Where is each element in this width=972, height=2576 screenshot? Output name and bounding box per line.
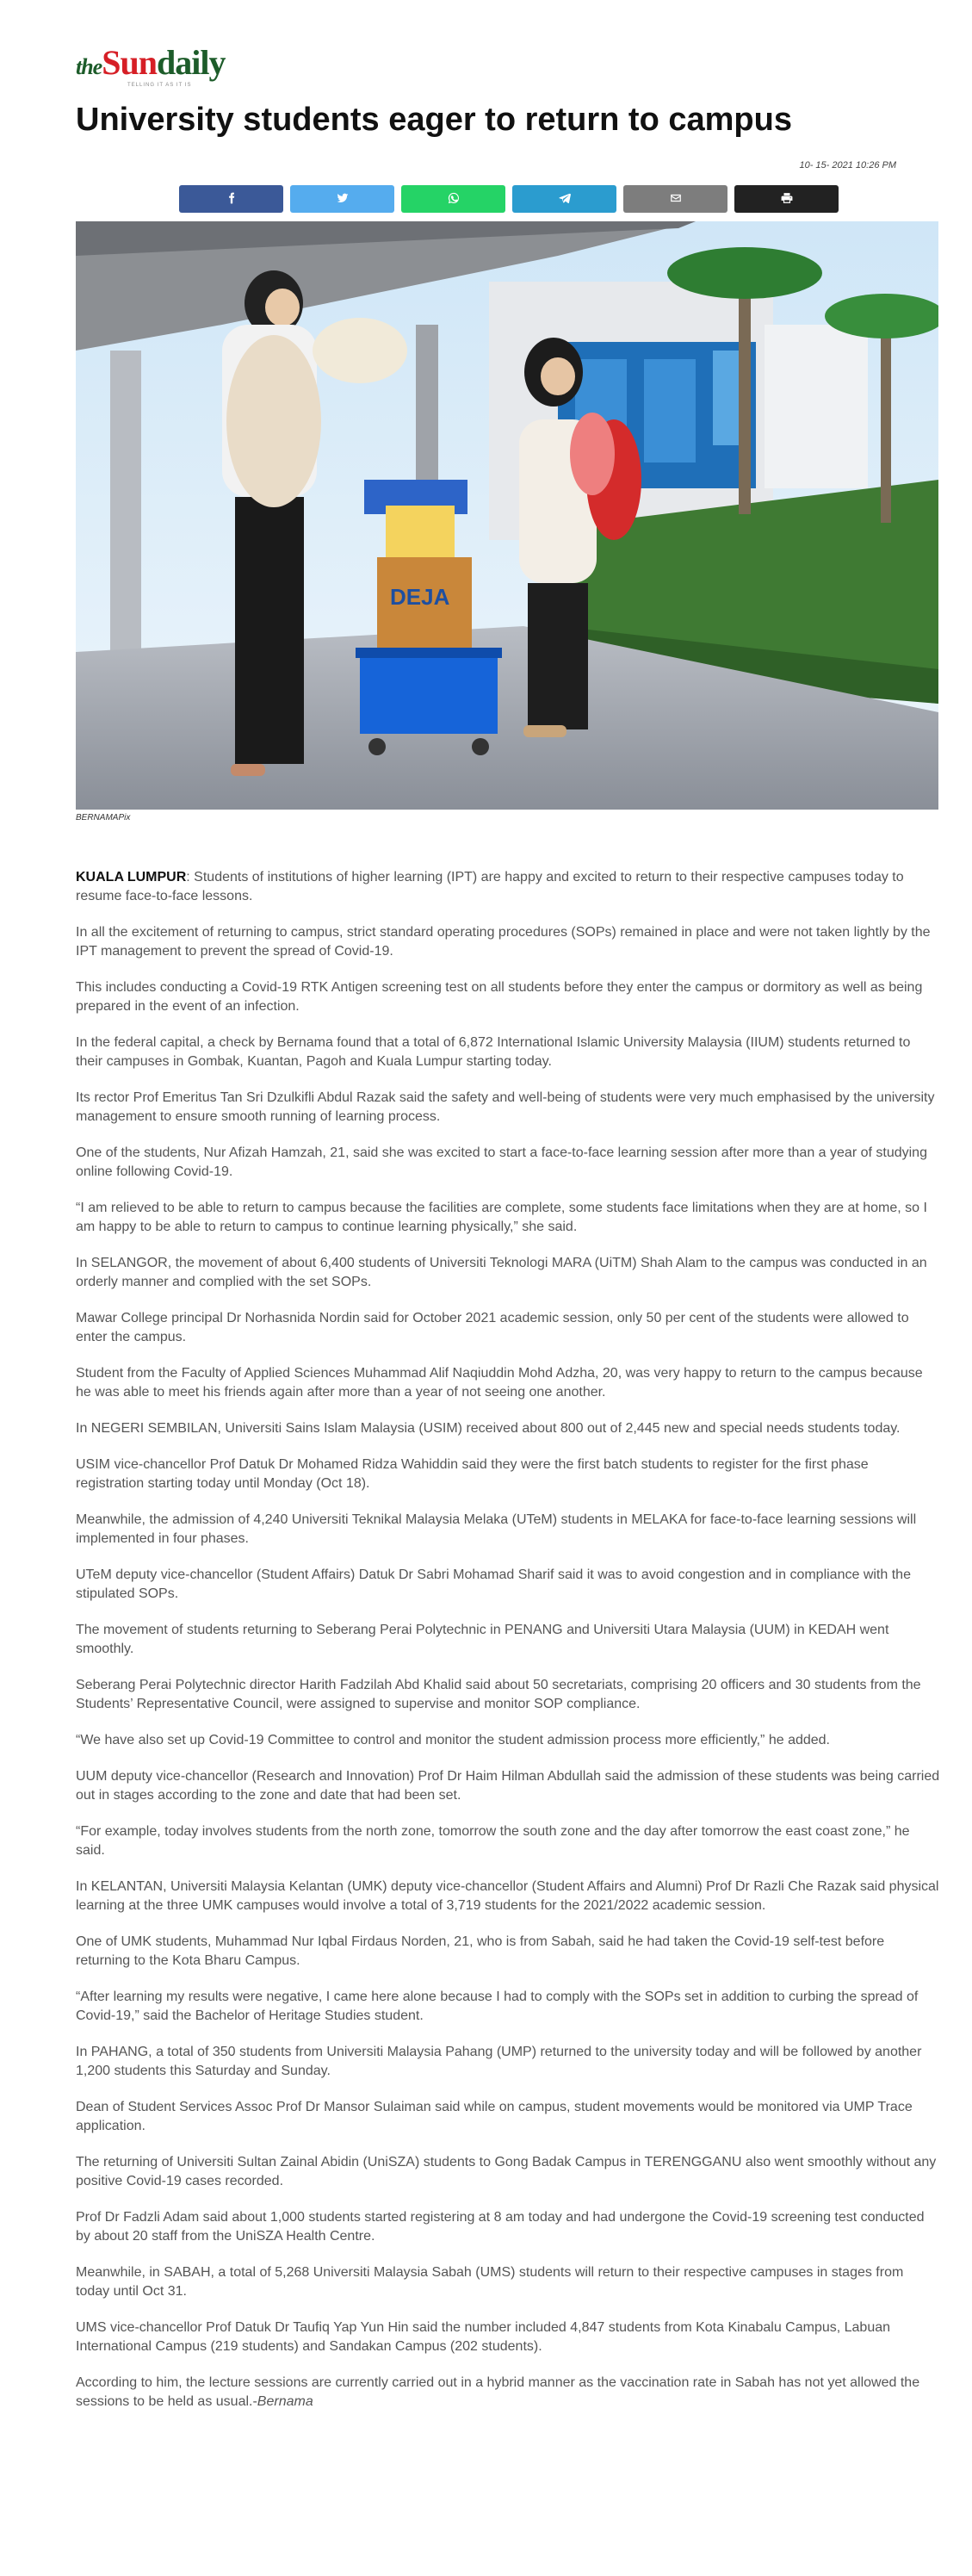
article-paragraph: Mawar College principal Dr Norhasnida Nordin said for October 2021 academic session, only 50 per cent of the students were allowed to enter the campus. (76, 1311, 909, 1344)
share-bar (179, 185, 839, 213)
article-paragraph: In KELANTAN, Universiti Malaysia Kelantan (UMK) deputy vice-chancellor (Student Affairs and Alumni) Prof Dr Razli Che Razak said physical learning at the three UMK campuses would involve a total of 3,719 students for the 2021/2022 academic session. (76, 1879, 939, 1913)
share-facebook-button[interactable] (179, 185, 283, 213)
article-paragraph: “For example, today involves students from the north zone, tomorrow the south zone and the day after tomorrow the east coast zone,” he said. (76, 1824, 910, 1858)
article-lead-paragraph (76, 868, 940, 906)
article-paragraph: UUM deputy vice-chancellor (Research and Innovation) Prof Dr Haim Hilman Abdullah said the admission of these students was being carried out in stages according to the zone and date that had been set. (76, 1769, 940, 1803)
article-paragraph: In the federal capital, a check by Bernama found that a total of 6,872 International Islamic University Malaysia (IIUM) students returned to their campuses in Gombak, Kuantan, Pagoh and Kuala Lumpur starting today. (76, 1035, 911, 1069)
logo-tagline: TELLING IT AS IT IS (127, 83, 192, 88)
article-paragraphs (76, 923, 940, 2356)
article-paragraph: The movement of students returning to Seberang Perai Polytechnic in PENANG and Universiti Utara Malaysia (UUM) in KEDAH went smoothly. (76, 1623, 889, 1656)
article-paragraph: UTeM deputy vice-chancellor (Student Affairs) Datuk Dr Sabri Mohamad Sharif said it was to avoid congestion and in compliance with the stipulated SOPs. (76, 1567, 911, 1601)
closing-text: According to him, the lecture sessions are currently carried out in a hybrid manner as the vaccination rate in Sabah has not yet allowed the sessions to be held as usual.- (76, 2375, 920, 2409)
facebook-icon (226, 192, 238, 207)
dateline-place: KUALA LUMPUR (76, 870, 187, 885)
article-paragraph: Dean of Student Services Assoc Prof Dr Mansor Sulaiman said while on campus, student movements would be monitored via UMP Trace application. (76, 2100, 913, 2133)
logo-daily: daily (156, 43, 226, 82)
article-paragraph: “We have also set up Covid-19 Committee to control and monitor the student admission process more efficiently,” he added. (76, 1733, 830, 1747)
article-paragraph: One of the students, Nur Afizah Hamzah, 21, said she was excited to start a face-to-face learning session after more than a year of studying online following Covid-19. (76, 1145, 927, 1179)
share-whatsapp-button[interactable] (401, 185, 505, 213)
article-photo (76, 221, 938, 810)
article-paragraph: In SELANGOR, the movement of about 6,400 students of Universiti Teknologi MARA (UiTM) Shah Alam to the campus was conducted in an orderly manner and complied with the set SOPs. (76, 1256, 927, 1289)
share-print-button[interactable] (734, 185, 839, 213)
article-closing-paragraph (76, 2374, 940, 2412)
article-paragraph: “After learning my results were negative, I came here alone because I had to comply with the SOPs set in addition to curbing the spread of Covid-19,” said the Bachelor of Heritage Studies student. (76, 1989, 919, 2023)
article-paragraph: USIM vice-chancellor Prof Datuk Dr Mohamed Ridza Wahiddin said they were the first batch students to register for the first phase registration starting today until Monday (Oct 18). (76, 1457, 869, 1491)
envelope-icon (670, 192, 682, 207)
article-paragraph: In PAHANG, a total of 350 students from Universiti Malaysia Pahang (UMP) returned to the university today and will be followed by another 1,200 students this Saturday and Sunday. (76, 2045, 922, 2078)
article-headline: University students eager to return to campus (76, 102, 792, 138)
article-paragraph: Its rector Prof Emeritus Tan Sri Dzulkifli Abdul Razak said the safety and well-being of students were very much emphasised by the university management to ensure smooth running of learning process. (76, 1090, 935, 1124)
printer-icon (781, 192, 793, 207)
article-paragraph: UMS vice-chancellor Prof Datuk Dr Taufiq Yap Yun Hin said the number included 4,847 students from Kota Kinabalu Campus, Labuan International Campus (219 students) and Sandakan Campus (202 students). (76, 2320, 891, 2354)
logo-sun: Sun (102, 43, 157, 82)
article-paragraph: The returning of Universiti Sultan Zainal Abidin (UniSZA) students to Gong Badak Campus in TERENGGANU also went smoothly without any positive Covid-19 cases recorded. (76, 2155, 937, 2188)
logo-the: the (76, 54, 102, 79)
article-paragraph: Student from the Faculty of Applied Sciences Muhammad Alif Naqiuddin Mohd Adzha, 20, was very happy to return to the campus because he was able to meet his friends again after more than a year of not seeing one another. (76, 1366, 923, 1400)
lead-text: : Students of institutions of higher learning (IPT) are happy and excited to return to their respective campuses today to resume face-to-face lessons. (76, 870, 904, 903)
share-email-button[interactable] (623, 185, 727, 213)
article-paragraph: In all the excitement of returning to campus, strict standard operating procedures (SOPs) remained in place and were not taken lightly by the IPT management to prevent the spread of Covid-19. (76, 925, 931, 959)
telegram-icon (559, 192, 571, 207)
article-paragraph: Meanwhile, in SABAH, a total of 5,268 Universiti Malaysia Sabah (UMS) students will return to their respective campuses in stages from today until Oct 31. (76, 2265, 904, 2299)
closing-source: Bernama (257, 2394, 313, 2409)
article-paragraph: Prof Dr Fadzli Adam said about 1,000 students started registering at 8 am today and had undergone the Covid-19 screening test conducted by about 20 staff from the UniSZA Health Centre. (76, 2210, 925, 2244)
photo-credit: BERNAMAPix (76, 813, 131, 822)
article-paragraph: Seberang Perai Polytechnic director Harith Fadzilah Abd Khalid said about 50 secretariats, comprising 20 officers and 30 students from the Students’ Representative Council, were assigned to supervise and monitor SOP compliance. (76, 1678, 921, 1711)
article-paragraph: This includes conducting a Covid-19 RTK Antigen screening test on all students before they enter the campus or dormitory as well as being prepared in the event of an infection. (76, 980, 923, 1014)
article-paragraph: Meanwhile, the admission of 4,240 Universiti Teknikal Malaysia Melaka (UTeM) students in MELAKA for face-to-face learning sessions will implemented in four phases. (76, 1512, 917, 1546)
share-telegram-button[interactable] (512, 185, 616, 213)
twitter-icon (337, 192, 349, 207)
site-logo[interactable] (76, 43, 226, 93)
article-body (76, 868, 940, 2429)
share-twitter-button[interactable] (290, 185, 394, 213)
article-paragraph: One of UMK students, Muhammad Nur Iqbal Firdaus Norden, 21, who is from Sabah, said he had taken the Covid-19 self-test before returning to the Kota Bharu Campus. (76, 1934, 885, 1968)
photo-box-label: DEJA (390, 584, 450, 610)
article-paragraph: In NEGERI SEMBILAN, Universiti Sains Islam Malaysia (USIM) received about 800 out of 2,445 new and special needs students today. (76, 1421, 901, 1436)
whatsapp-icon (448, 192, 460, 207)
logo-wordmark (76, 43, 225, 87)
article-paragraph: “I am relieved to be able to return to campus because the facilities are complete, some students face limitations when they are at home, so I am happy to be able to return to campus to continue learning physically,” she said. (76, 1201, 927, 1234)
article-dateline: 10- 15- 2021 10:26 PM (799, 160, 896, 171)
